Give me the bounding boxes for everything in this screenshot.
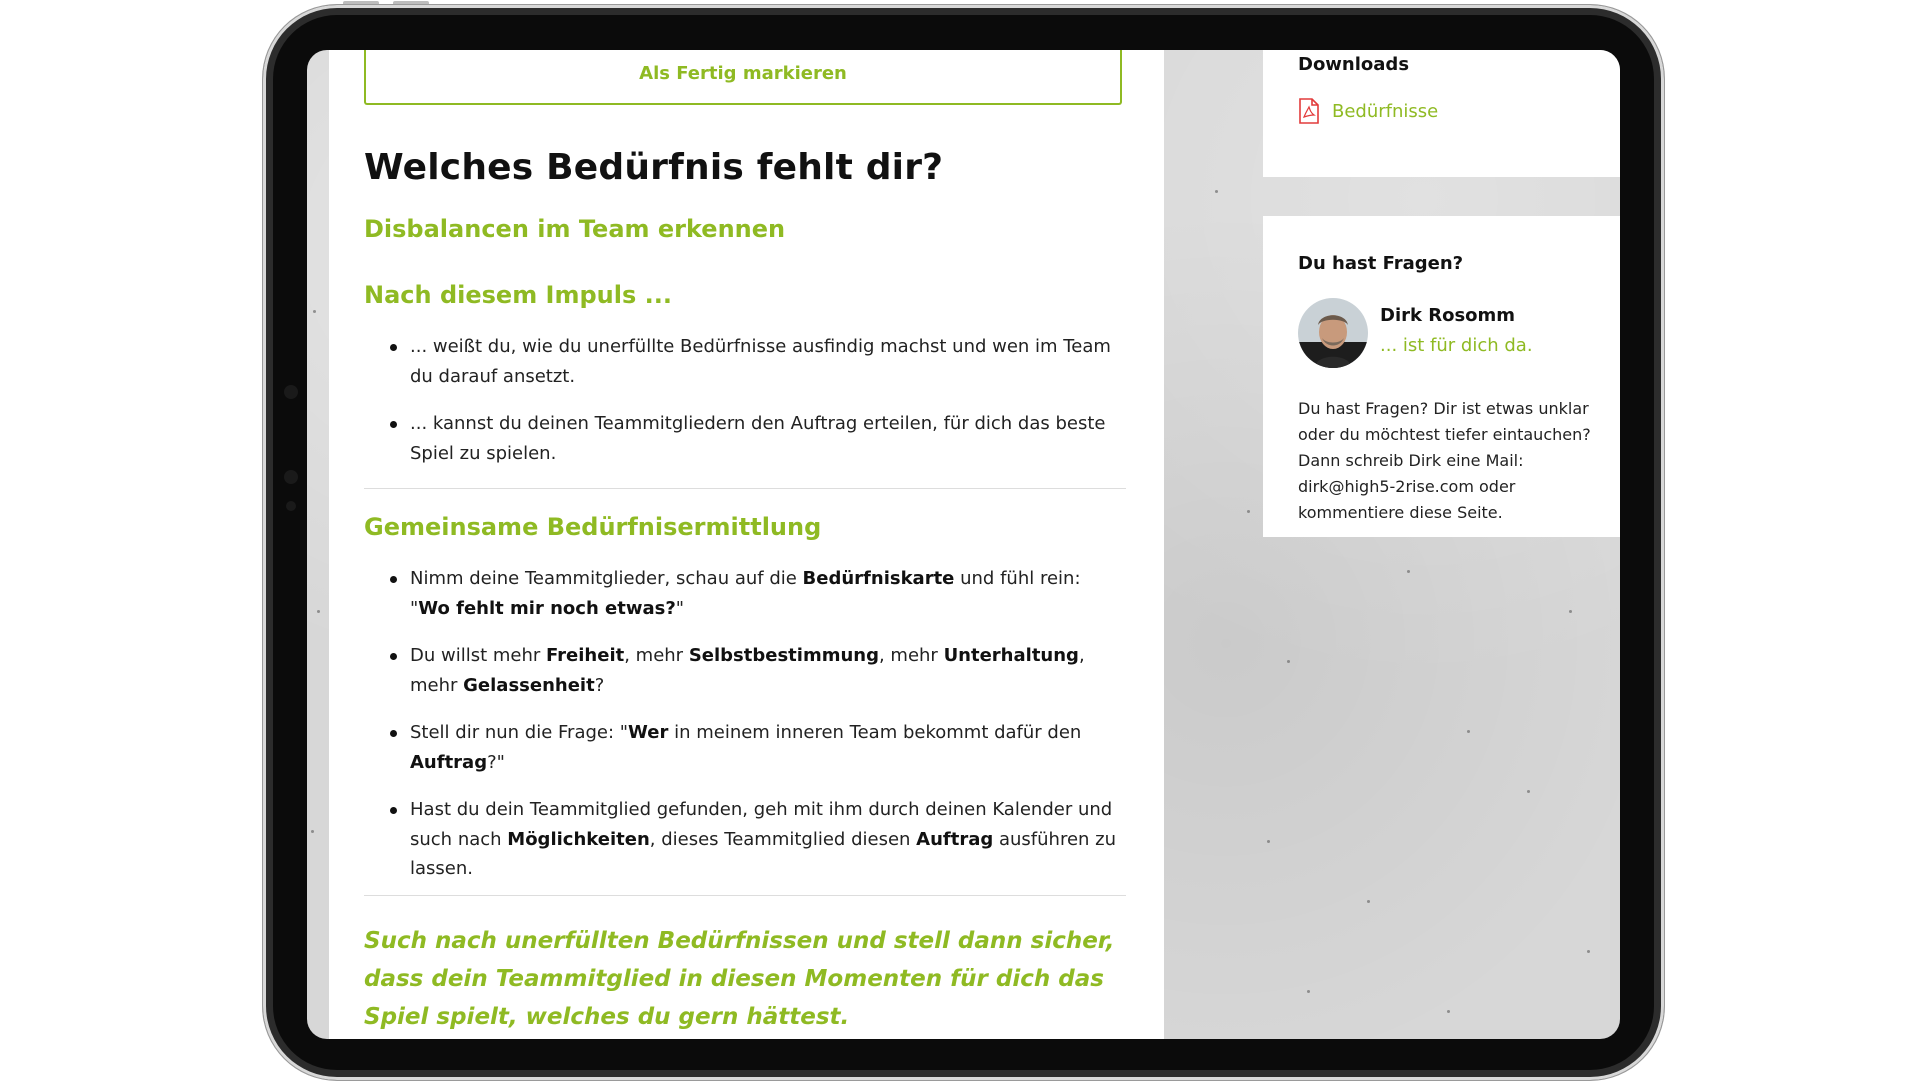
person-name: Dirk Rosomm xyxy=(1380,305,1516,326)
section-heading-impulse: Nach diesem Impuls ... xyxy=(364,281,672,309)
impulse-list xyxy=(364,332,1126,486)
download-link-beduerfnisse[interactable] xyxy=(1298,98,1438,124)
highlight-quote: Such nach unerfüllten Bedürfnissen und stell dann sicher, dass dein Teammitglied in diesen Momenten für dich das Spiel spielt, welches du gern hättest. xyxy=(364,928,1115,1030)
page-subtitle: Disbalancen im Team erkennen xyxy=(364,215,786,243)
questions-card xyxy=(1263,216,1620,537)
questions-title: Du hast Fragen? xyxy=(1298,253,1464,274)
list-item: Nimm deine Teammitglieder, schau auf die Bedürfniskarte und fühl rein: "Wo fehlt mir noch etwas?" xyxy=(364,564,1126,623)
needs-list xyxy=(364,564,1126,902)
tablet-device xyxy=(263,5,1664,1085)
downloads-title: Downloads xyxy=(1298,54,1410,75)
downloads-card xyxy=(1263,50,1620,177)
list-item: Du willst mehr Freiheit, mehr Selbstbestimmung, mehr Unterhaltung, mehr Gelassenheit? xyxy=(364,641,1126,700)
sensor-icon xyxy=(286,501,296,511)
camera-icon xyxy=(284,385,298,399)
divider xyxy=(364,488,1126,489)
avatar xyxy=(1298,298,1368,368)
page-title: Welches Bedürfnis fehlt dir? xyxy=(364,147,944,188)
divider xyxy=(364,895,1126,896)
camera-icon xyxy=(284,470,298,484)
screen xyxy=(307,50,1620,1039)
list-item: Stell dir nun die Frage: "Wer in meinem inneren Team bekommt dafür den Auftrag?" xyxy=(364,718,1126,777)
help-text: Du hast Fragen? Dir ist etwas unklar oder du möchtest tiefer eintauchen? Dann schreib Dirk eine Mail: dirk@high5-2rise.com oder kommentiere diese Seite. xyxy=(1298,399,1591,522)
list-item: ... kannst du deinen Teammitgliedern den Auftrag erteilen, für dich das beste Spiel zu spielen. xyxy=(364,409,1126,468)
person-role: ... ist für dich da. xyxy=(1380,335,1533,356)
section-heading-needs: Gemeinsame Bedürfnisermittlung xyxy=(364,513,822,541)
list-item: ... weißt du, wie du unerfüllte Bedürfnisse ausfindig machst und wen im Team du darauf ansetzt. xyxy=(364,332,1126,391)
mark-done-button[interactable]: Als Fertig markieren xyxy=(364,50,1122,105)
main-content xyxy=(329,50,1164,1039)
download-link-label: Bedürfnisse xyxy=(1332,100,1439,122)
list-item: Hast du dein Teammitglied gefunden, geh mit ihm durch deinen Kalender und such nach Möglichkeiten, dieses Teammitglied diesen Auftrag ausführen zu lassen. xyxy=(364,795,1126,884)
pdf-file-icon xyxy=(1298,98,1320,124)
